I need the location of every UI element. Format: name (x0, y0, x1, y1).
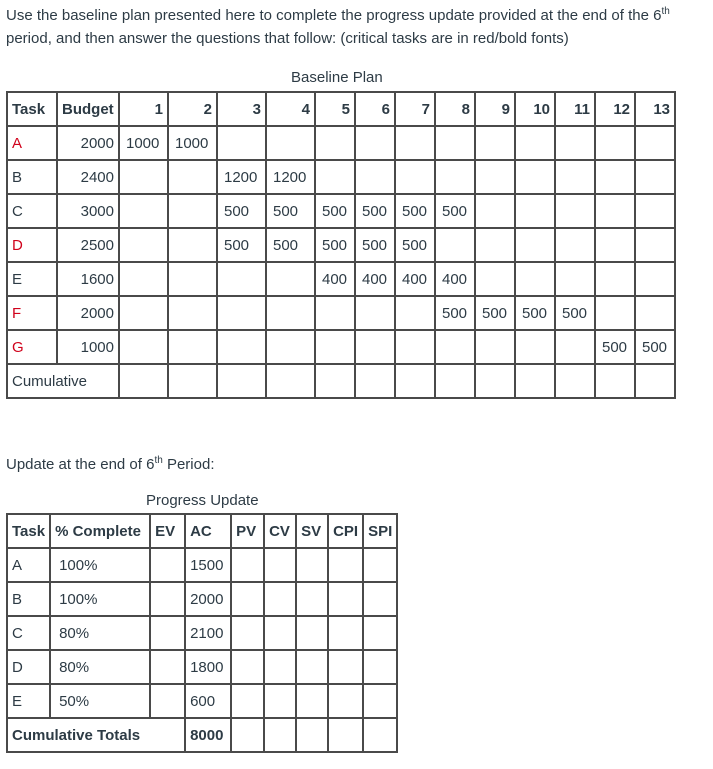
period-value: 500 (595, 330, 635, 364)
task-name: E (7, 262, 57, 296)
period-value: 400 (315, 262, 355, 296)
progress-percent-complete: 100% (50, 548, 150, 582)
period-empty (475, 330, 515, 364)
progress-empty (296, 582, 328, 616)
period-empty (435, 330, 475, 364)
task-budget: 1000 (57, 330, 119, 364)
progress-percent-complete: 80% (50, 650, 150, 684)
cumulative-cell (168, 364, 217, 398)
baseline-header-row (7, 92, 675, 126)
period-empty (168, 228, 217, 262)
period-empty (635, 262, 675, 296)
cumulative-cell (395, 364, 435, 398)
period-value: 1200 (266, 160, 315, 194)
period-value: 500 (435, 296, 475, 330)
progress-task: C (7, 616, 50, 650)
progress-ac: 1800 (185, 650, 231, 684)
task-budget: 2500 (57, 228, 119, 262)
period-empty (395, 296, 435, 330)
header-task: Task (7, 92, 57, 126)
cumulative-cell (635, 364, 675, 398)
progress-ev (150, 616, 185, 650)
header-period: 10 (515, 92, 555, 126)
progress-empty (264, 684, 296, 718)
period-empty (475, 160, 515, 194)
progress-percent-complete: 80% (50, 616, 150, 650)
period-value: 500 (315, 194, 355, 228)
progress-empty (363, 684, 397, 718)
period-value: 500 (266, 228, 315, 262)
progress-header-cell: PV (231, 514, 264, 548)
period-empty (635, 296, 675, 330)
header-period: 2 (168, 92, 217, 126)
progress-header-row (7, 514, 397, 548)
task-name: F (7, 296, 57, 330)
progress-empty (363, 548, 397, 582)
task-name: C (7, 194, 57, 228)
progress-ev (150, 582, 185, 616)
period-empty (355, 160, 395, 194)
period-empty (475, 262, 515, 296)
cumulative-cell (266, 364, 315, 398)
period-empty (635, 160, 675, 194)
period-empty (119, 330, 168, 364)
period-value: 400 (435, 262, 475, 296)
period-empty (595, 228, 635, 262)
header-period: 3 (217, 92, 266, 126)
header-period: 13 (635, 92, 675, 126)
period-empty (635, 126, 675, 160)
cumulative-cell (315, 364, 355, 398)
baseline-row (7, 160, 675, 194)
period-empty (266, 262, 315, 296)
progress-totals-row (7, 718, 397, 752)
baseline-plan-caption: Baseline Plan (291, 69, 383, 86)
progress-empty (264, 616, 296, 650)
period-empty (168, 296, 217, 330)
period-empty (266, 296, 315, 330)
progress-empty (264, 548, 296, 582)
period-empty (168, 262, 217, 296)
instructions (6, 4, 710, 50)
period-value: 400 (355, 262, 395, 296)
task-budget: 2400 (57, 160, 119, 194)
period-value: 500 (395, 228, 435, 262)
totals-empty (363, 718, 397, 752)
totals-empty (328, 718, 363, 752)
progress-empty (231, 582, 264, 616)
period-empty (119, 296, 168, 330)
progress-empty (296, 684, 328, 718)
progress-header-cell: SV (296, 514, 328, 548)
period-value: 1000 (168, 126, 217, 160)
period-empty (266, 330, 315, 364)
header-period: 5 (315, 92, 355, 126)
period-empty (595, 160, 635, 194)
period-empty (475, 228, 515, 262)
progress-task: A (7, 548, 50, 582)
progress-empty (231, 548, 264, 582)
period-empty (435, 126, 475, 160)
task-budget: 3000 (57, 194, 119, 228)
header-period: 1 (119, 92, 168, 126)
cumulative-cell (119, 364, 168, 398)
header-period: 11 (555, 92, 595, 126)
cumulative-cell (595, 364, 635, 398)
period-value: 1200 (217, 160, 266, 194)
period-empty (395, 160, 435, 194)
progress-update-caption: Progress Update (146, 492, 259, 509)
progress-ac: 2100 (185, 616, 231, 650)
period-value: 1000 (119, 126, 168, 160)
progress-ac: 2000 (185, 582, 231, 616)
period-empty (515, 126, 555, 160)
cumulative-cell (555, 364, 595, 398)
progress-task: E (7, 684, 50, 718)
header-period: 6 (355, 92, 395, 126)
totals-ac: 8000 (185, 718, 231, 752)
baseline-row (7, 194, 675, 228)
period-empty (555, 262, 595, 296)
totals-empty (296, 718, 328, 752)
cumulative-cell (515, 364, 555, 398)
period-value: 500 (515, 296, 555, 330)
period-empty (595, 126, 635, 160)
progress-empty (328, 548, 363, 582)
baseline-row (7, 126, 675, 160)
progress-row (7, 616, 397, 650)
period-empty (266, 126, 315, 160)
instructions-text: Use the baseline plan presented here to complete the progress update provided at the end of the 6 (6, 7, 662, 24)
task-name: B (7, 160, 57, 194)
period-empty (595, 194, 635, 228)
progress-empty (296, 548, 328, 582)
progress-empty (363, 582, 397, 616)
period-empty (217, 296, 266, 330)
update-heading-text-end: Period: (162, 456, 215, 473)
progress-empty (231, 616, 264, 650)
period-value: 500 (217, 228, 266, 262)
task-name: A (7, 126, 57, 160)
period-empty (355, 296, 395, 330)
progress-empty (363, 650, 397, 684)
period-value: 500 (635, 330, 675, 364)
header-period: 7 (395, 92, 435, 126)
period-empty (515, 330, 555, 364)
cumulative-cell (217, 364, 266, 398)
progress-header-cell: SPI (363, 514, 397, 548)
progress-empty (296, 650, 328, 684)
period-empty (395, 126, 435, 160)
update-heading-text: Update at the end of 6 (6, 456, 155, 473)
period-empty (635, 228, 675, 262)
period-empty (119, 160, 168, 194)
progress-ev (150, 548, 185, 582)
progress-empty (328, 582, 363, 616)
progress-header-cell: AC (185, 514, 231, 548)
period-empty (635, 194, 675, 228)
task-budget: 2000 (57, 296, 119, 330)
baseline-row (7, 330, 675, 364)
instructions-superscript: th (661, 6, 670, 17)
period-value: 500 (217, 194, 266, 228)
progress-row (7, 650, 397, 684)
period-empty (217, 262, 266, 296)
period-empty (515, 160, 555, 194)
period-empty (315, 330, 355, 364)
period-value: 500 (395, 194, 435, 228)
header-period: 9 (475, 92, 515, 126)
period-value: 500 (555, 296, 595, 330)
progress-task: D (7, 650, 50, 684)
baseline-row (7, 262, 675, 296)
progress-header-cell: Task (7, 514, 50, 548)
progress-header-cell: CPI (328, 514, 363, 548)
period-empty (119, 194, 168, 228)
progress-percent-complete: 100% (50, 582, 150, 616)
period-empty (515, 262, 555, 296)
totals-label: Cumulative Totals (7, 718, 185, 752)
update-heading (6, 456, 215, 473)
period-empty (515, 228, 555, 262)
progress-row (7, 548, 397, 582)
progress-empty (264, 582, 296, 616)
period-empty (168, 160, 217, 194)
task-name: D (7, 228, 57, 262)
period-empty (168, 330, 217, 364)
header-period: 4 (266, 92, 315, 126)
period-empty (515, 194, 555, 228)
period-value: 500 (435, 194, 475, 228)
progress-empty (264, 650, 296, 684)
period-empty (119, 262, 168, 296)
cumulative-cell (355, 364, 395, 398)
period-value: 500 (355, 228, 395, 262)
period-value: 400 (395, 262, 435, 296)
period-empty (217, 126, 266, 160)
period-empty (555, 126, 595, 160)
progress-empty (328, 616, 363, 650)
progress-empty (363, 616, 397, 650)
baseline-cumulative-row (7, 364, 675, 398)
totals-empty (231, 718, 264, 752)
totals-empty (264, 718, 296, 752)
period-value: 500 (355, 194, 395, 228)
header-period: 12 (595, 92, 635, 126)
task-name: G (7, 330, 57, 364)
baseline-plan-table (6, 91, 676, 399)
period-empty (595, 296, 635, 330)
progress-header-cell: % Complete (50, 514, 150, 548)
period-empty (555, 194, 595, 228)
period-empty (168, 194, 217, 228)
period-empty (315, 296, 355, 330)
period-empty (119, 228, 168, 262)
period-empty (217, 330, 266, 364)
progress-empty (296, 616, 328, 650)
progress-empty (328, 650, 363, 684)
period-empty (355, 330, 395, 364)
period-empty (315, 160, 355, 194)
progress-header-cell: CV (264, 514, 296, 548)
progress-percent-complete: 50% (50, 684, 150, 718)
period-empty (355, 126, 395, 160)
period-empty (315, 126, 355, 160)
progress-empty (231, 684, 264, 718)
progress-header-cell: EV (150, 514, 185, 548)
task-budget: 1600 (57, 262, 119, 296)
period-empty (555, 160, 595, 194)
header-period: 8 (435, 92, 475, 126)
task-budget: 2000 (57, 126, 119, 160)
progress-ac: 1500 (185, 548, 231, 582)
progress-ac: 600 (185, 684, 231, 718)
period-value: 500 (266, 194, 315, 228)
update-heading-superscript: th (154, 455, 163, 466)
progress-update-table (6, 513, 398, 753)
period-value: 500 (315, 228, 355, 262)
baseline-row (7, 296, 675, 330)
progress-task: B (7, 582, 50, 616)
period-empty (555, 330, 595, 364)
period-value: 500 (475, 296, 515, 330)
header-budget: Budget (57, 92, 119, 126)
instructions-text-continued: period, and then answer the questions that follow: (critical tasks are in red/bold fonts) (6, 30, 569, 47)
progress-row (7, 582, 397, 616)
progress-row (7, 684, 397, 718)
period-empty (595, 262, 635, 296)
period-empty (475, 194, 515, 228)
cumulative-cell (475, 364, 515, 398)
baseline-row (7, 228, 675, 262)
cumulative-cell (435, 364, 475, 398)
progress-ev (150, 650, 185, 684)
progress-empty (231, 650, 264, 684)
period-empty (475, 126, 515, 160)
progress-empty (328, 684, 363, 718)
cumulative-label: Cumulative (7, 364, 119, 398)
period-empty (435, 228, 475, 262)
period-empty (555, 228, 595, 262)
progress-ev (150, 684, 185, 718)
period-empty (435, 160, 475, 194)
period-empty (395, 330, 435, 364)
